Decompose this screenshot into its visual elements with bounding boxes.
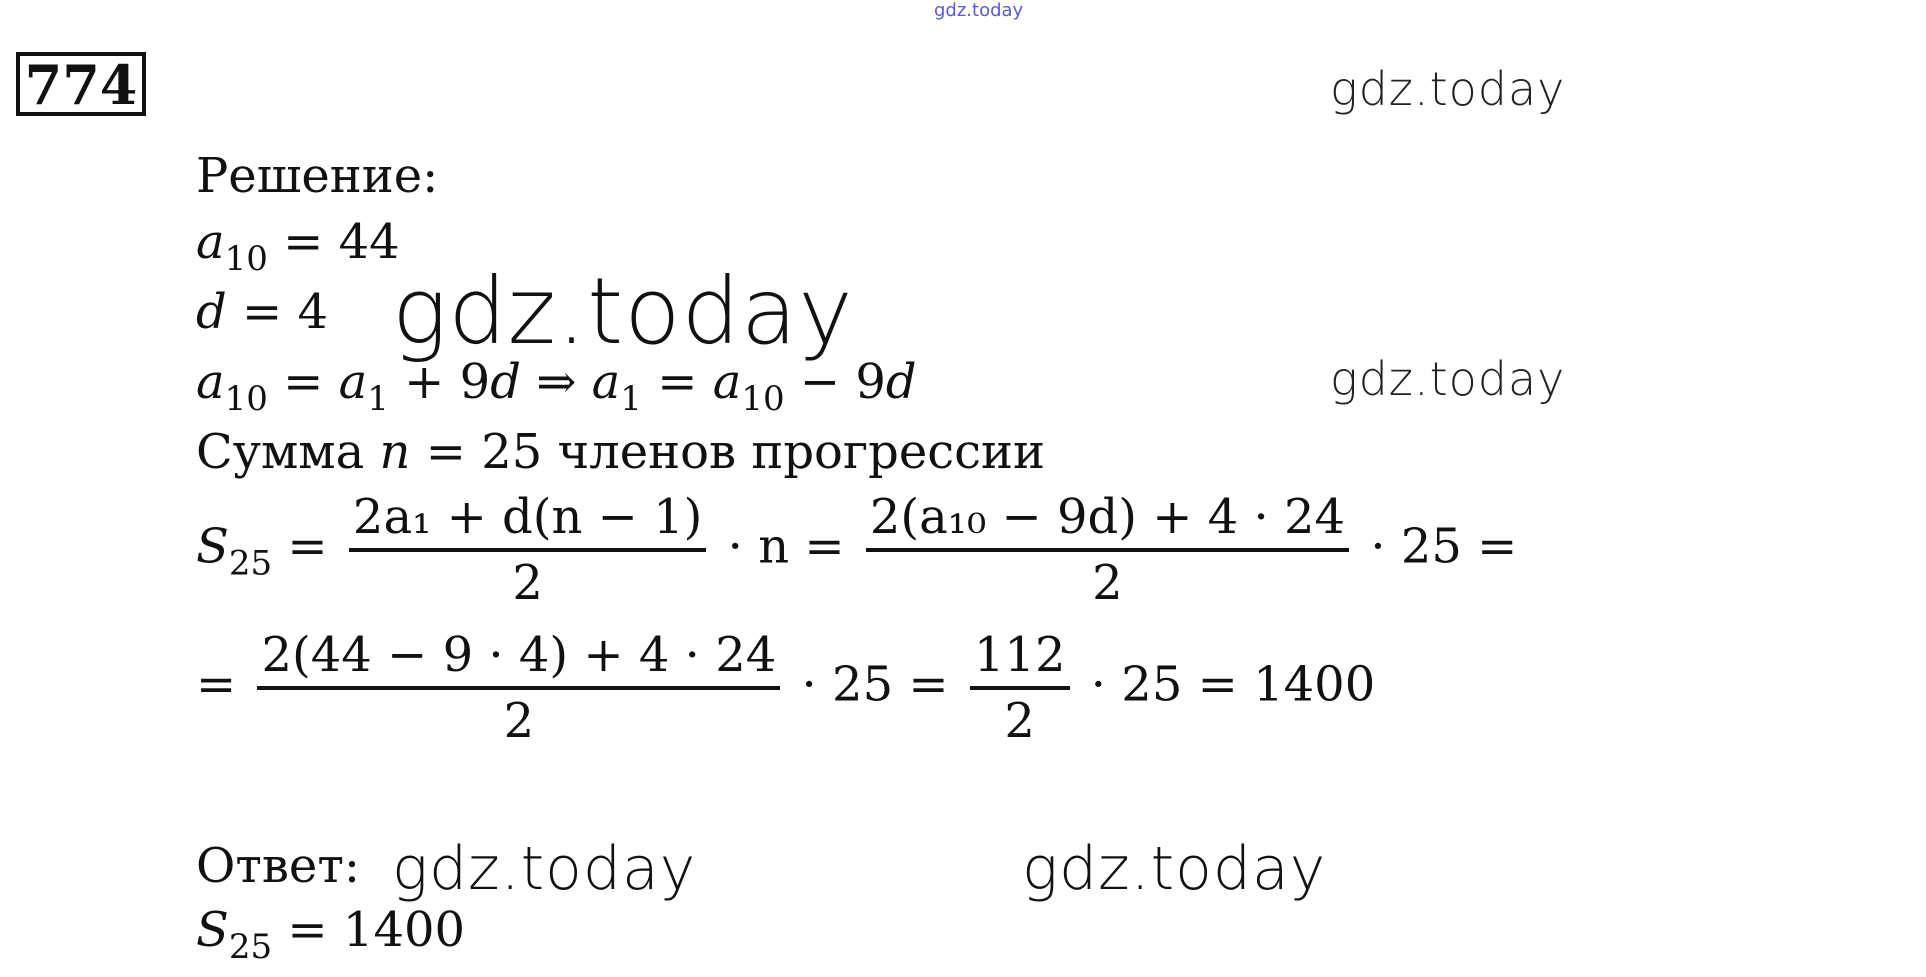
subscript: 10 — [224, 379, 268, 419]
implies: ⇒ — [536, 354, 577, 410]
sum-text: = 25 членов прогрессии — [425, 424, 1045, 480]
var-a: a — [196, 214, 225, 270]
sum-formula-line2 — [196, 628, 1375, 748]
subscript: 25 — [228, 543, 273, 584]
given-a10 — [196, 212, 400, 289]
watermark: gdz.today — [1330, 352, 1566, 406]
denominator: 2 — [349, 548, 707, 610]
multiplier: · 25 = — [1370, 518, 1518, 575]
watermark: gdz.today — [392, 834, 697, 904]
subscript: 25 — [228, 927, 273, 967]
multiplier: · 25 = — [801, 656, 949, 713]
var-a: a — [591, 354, 621, 410]
term: + 9 — [404, 354, 491, 410]
numerator: 2(44 − 9 · 4) + 4 · 24 — [261, 627, 777, 683]
sum-description — [196, 422, 1045, 482]
var-s: S — [196, 518, 229, 575]
subscript: 1 — [620, 379, 642, 419]
top-watermark: gdz.today — [934, 0, 1024, 21]
equals: = — [283, 354, 324, 410]
equation-rest: = 44 — [283, 214, 400, 270]
fraction — [257, 628, 780, 748]
denominator: 2 — [257, 686, 780, 748]
equals: = — [196, 656, 237, 713]
equation-rest: = 4 — [242, 284, 329, 340]
var-d: d — [490, 354, 521, 410]
solution-heading: Решение: — [196, 148, 439, 204]
formula-a1 — [196, 352, 917, 429]
watermark-large: gdz.today — [392, 258, 854, 365]
subscript: 1 — [367, 379, 389, 419]
problem-number: 774 — [16, 52, 146, 116]
var-n: n — [379, 424, 411, 480]
given-d — [196, 282, 328, 342]
answer-result: = 1400 — [287, 902, 466, 958]
term: − 9 — [799, 354, 886, 410]
var-a: a — [712, 354, 742, 410]
answer-value — [196, 900, 465, 977]
watermark: gdz.today — [1330, 62, 1566, 116]
denominator: 2 — [866, 548, 1349, 610]
var-d: d — [196, 284, 227, 340]
sum-formula-line1 — [196, 490, 1517, 610]
result: · 25 = 1400 — [1090, 656, 1376, 713]
fraction — [349, 490, 707, 610]
multiplier: · n = — [727, 518, 845, 575]
var-a: a — [196, 354, 225, 410]
answer-label: Ответ: — [196, 838, 361, 894]
var-a: a — [338, 354, 368, 410]
subscript: 10 — [741, 379, 785, 419]
numerator: 2(a₁₀ − 9d) + 4 · 24 — [869, 489, 1346, 545]
equals: = — [287, 518, 328, 575]
watermark: gdz.today — [1022, 834, 1327, 904]
subscript: 10 — [224, 239, 268, 279]
fraction — [866, 490, 1349, 610]
fraction — [970, 628, 1070, 748]
sum-label: Сумма — [196, 424, 365, 480]
numerator: 2a₁ + d(n − 1) — [352, 489, 703, 545]
equals: = — [657, 354, 698, 410]
var-d: d — [885, 354, 917, 410]
numerator: 112 — [973, 627, 1066, 683]
var-s: S — [196, 902, 229, 958]
denominator: 2 — [970, 686, 1070, 748]
